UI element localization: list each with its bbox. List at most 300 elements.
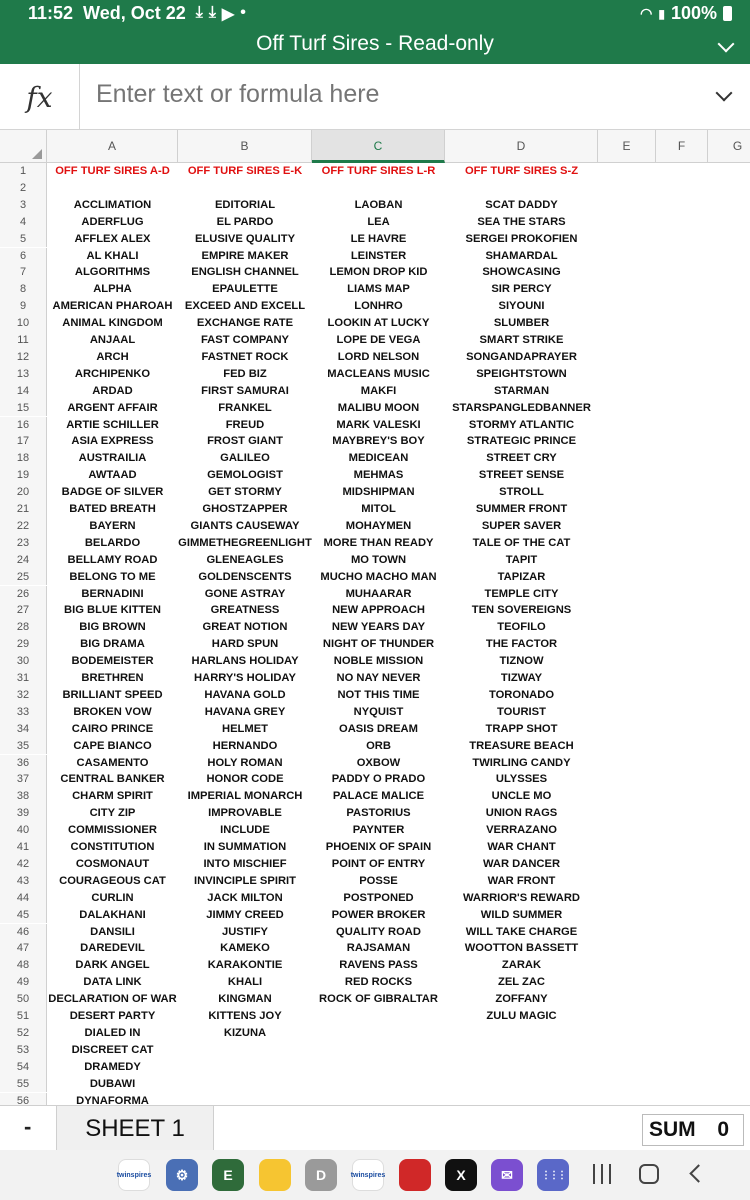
cell-a39[interactable]: CITY ZIP — [89, 807, 136, 820]
row-header[interactable]: 1 — [0, 163, 47, 180]
cell-b2[interactable] — [178, 180, 312, 197]
cell-a28[interactable]: BIG BROWN — [79, 621, 146, 634]
cell-c18[interactable]: MEDICEAN — [348, 452, 409, 465]
d-chrome-app-icon[interactable]: D — [305, 1159, 337, 1191]
cell-d48[interactable]: ZARAK — [501, 959, 542, 972]
cell-c2[interactable] — [312, 180, 445, 197]
cell-b54[interactable] — [178, 1059, 312, 1076]
cell-b36[interactable]: HOLY ROMAN — [207, 756, 283, 769]
cell-c51[interactable] — [312, 1008, 445, 1025]
row-header[interactable]: 9 — [0, 298, 47, 315]
cell-b45[interactable]: JIMMY CREED — [206, 908, 284, 921]
cell-a22[interactable]: BAYERN — [89, 519, 136, 532]
row-header[interactable]: 51 — [0, 1008, 47, 1025]
cell-d55[interactable] — [445, 1076, 598, 1093]
row-header[interactable]: 25 — [0, 569, 47, 586]
cell-d4[interactable]: SEA THE STARS — [477, 215, 566, 228]
twinspires-app-icon[interactable]: twinspires — [118, 1159, 150, 1191]
row-header[interactable]: 17 — [0, 433, 47, 450]
row-header[interactable]: 12 — [0, 349, 47, 366]
cell-a29[interactable]: BIG DRAMA — [80, 638, 145, 651]
cell-c53[interactable] — [312, 1042, 445, 1059]
cell-b55[interactable] — [178, 1076, 312, 1093]
cell-d45[interactable]: WILD SUMMER — [480, 908, 563, 921]
cell-a32[interactable]: BRILLIANT SPEED — [62, 688, 163, 701]
cell-c56[interactable] — [312, 1093, 445, 1106]
cell-c52[interactable] — [312, 1025, 445, 1042]
row-header[interactable]: 36 — [0, 755, 47, 772]
column-header-f[interactable]: F — [656, 130, 708, 163]
cell-d17[interactable]: STRATEGIC PRINCE — [466, 435, 577, 448]
row-header[interactable]: 10 — [0, 315, 47, 332]
cell-a8[interactable]: ALPHA — [93, 283, 132, 296]
cell-d21[interactable]: SUMMER FRONT — [475, 503, 568, 515]
cell-b50[interactable]: KINGMAN — [218, 993, 272, 1006]
cell-a41[interactable]: CONSTITUTION — [70, 841, 155, 853]
cell-c21[interactable]: MITOL — [361, 503, 396, 515]
row-header[interactable]: 13 — [0, 366, 47, 383]
cell-c9[interactable]: LONHRO — [354, 300, 403, 313]
cell-d5[interactable]: SERGEI PROKOFIEN — [465, 232, 578, 245]
row-header[interactable]: 15 — [0, 400, 47, 417]
row-header[interactable]: 4 — [0, 214, 47, 231]
cell-a11[interactable]: ANJAAL — [89, 334, 136, 346]
cell-a31[interactable]: BRETHREN — [81, 672, 144, 684]
cell-d9[interactable]: SIYOUNI — [498, 300, 545, 313]
column-header-b[interactable]: B — [178, 130, 312, 163]
cell-d7[interactable]: SHOWCASING — [482, 266, 561, 279]
home-icon[interactable] — [639, 1164, 659, 1184]
cell-b25[interactable]: GOLDENSCENTS — [198, 570, 292, 583]
cell-b10[interactable]: EXCHANGE RATE — [196, 317, 294, 330]
cell-b56[interactable] — [178, 1093, 312, 1106]
row-header[interactable]: 23 — [0, 535, 47, 552]
cell-d11[interactable]: SMART STRIKE — [479, 334, 564, 346]
row-header[interactable]: 44 — [0, 890, 47, 907]
select-all-corner[interactable] — [0, 130, 47, 163]
cell-a38[interactable]: CHARM SPIRIT — [72, 790, 153, 803]
cell-d20[interactable]: STROLL — [499, 486, 544, 499]
settings-app-icon[interactable]: ⚙ — [166, 1159, 198, 1191]
row-header[interactable]: 6 — [0, 248, 47, 265]
row-header[interactable]: 43 — [0, 873, 47, 890]
cell-b52[interactable]: KIZUNA — [223, 1026, 267, 1039]
cell-b33[interactable]: HAVANA GREY — [204, 705, 286, 718]
cell-a42[interactable]: COSMONAUT — [75, 857, 150, 870]
column-header-c[interactable]: C — [312, 130, 445, 163]
cell-b23[interactable]: GIMMETHEGREENLIGHT — [178, 536, 312, 549]
cell-b4[interactable]: EL PARDO — [216, 215, 274, 228]
cell-c22[interactable]: MOHAYMEN — [345, 519, 412, 532]
cell-d18[interactable]: STREET CRY — [486, 452, 557, 465]
cell-c1[interactable]: OFF TURF SIRES L-R — [321, 165, 436, 177]
row-header[interactable]: 56 — [0, 1093, 47, 1106]
cell-b32[interactable]: HAVANA GOLD — [204, 688, 286, 701]
x-app-icon[interactable]: X — [445, 1159, 477, 1191]
row-header[interactable]: 41 — [0, 839, 47, 856]
cell-b49[interactable]: KHALI — [227, 976, 263, 989]
cell-d40[interactable]: VERRAZANO — [486, 824, 557, 837]
row-header[interactable]: 14 — [0, 383, 47, 400]
cell-d56[interactable] — [445, 1093, 598, 1106]
cell-b47[interactable]: KAMEKO — [220, 942, 270, 955]
cell-b24[interactable]: GLENEAGLES — [206, 553, 284, 566]
cell-b17[interactable]: FROST GIANT — [207, 435, 283, 448]
cell-a9[interactable]: AMERICAN PHAROAH — [52, 300, 173, 313]
row-header[interactable]: 40 — [0, 822, 47, 839]
cell-c30[interactable]: NOBLE MISSION — [333, 655, 424, 668]
cell-b8[interactable]: EPAULETTE — [212, 283, 278, 296]
cell-d8[interactable]: SIR PERCY — [491, 283, 552, 296]
row-header[interactable]: 7 — [0, 264, 47, 281]
cell-b29[interactable]: HARD SPUN — [211, 638, 279, 651]
cell-d14[interactable]: STARMAN — [493, 384, 550, 397]
row-header[interactable]: 42 — [0, 856, 47, 873]
row-header[interactable]: 11 — [0, 332, 47, 349]
cell-a6[interactable]: AL KHALI — [86, 249, 139, 262]
cell-d50[interactable]: ZOFFANY — [495, 993, 548, 1006]
cell-a16[interactable]: ARTIE SCHILLER — [66, 418, 159, 431]
cell-c31[interactable]: NO NAY NEVER — [336, 672, 421, 684]
column-header-e[interactable]: E — [598, 130, 656, 163]
cell-c35[interactable]: ORB — [366, 739, 391, 752]
row-header[interactable]: 38 — [0, 788, 47, 805]
cell-b37[interactable]: HONOR CODE — [206, 773, 284, 786]
cell-c26[interactable]: MUHAARAR — [345, 587, 412, 600]
chevron-down-icon[interactable] — [716, 85, 733, 102]
cell-c36[interactable]: OXBOW — [356, 756, 401, 769]
cell-d23[interactable]: TALE OF THE CAT — [472, 536, 571, 549]
cell-d3[interactable]: SCAT DADDY — [485, 198, 558, 211]
cell-c39[interactable]: PASTORIUS — [346, 807, 411, 820]
cell-c20[interactable]: MIDSHIPMAN — [342, 486, 415, 499]
cell-a55[interactable]: DUBAWI — [89, 1077, 136, 1090]
cell-d22[interactable]: SUPER SAVER — [481, 519, 562, 532]
cell-b44[interactable]: JACK MILTON — [207, 891, 283, 904]
cell-a52[interactable]: DIALED IN — [84, 1026, 141, 1039]
cell-b53[interactable] — [178, 1042, 312, 1059]
cell-a12[interactable]: ARCH — [96, 350, 129, 363]
cell-b5[interactable]: ELUSIVE QUALITY — [194, 232, 296, 245]
cell-d35[interactable]: TREASURE BEACH — [469, 739, 574, 752]
cell-c5[interactable]: LE HAVRE — [350, 232, 407, 245]
cell-b51[interactable]: KITTENS JOY — [208, 1010, 282, 1022]
cell-b20[interactable]: GET STORMY — [208, 486, 282, 499]
cell-d13[interactable]: SPEIGHTSTOWN — [476, 367, 567, 380]
row-header[interactable]: 24 — [0, 552, 47, 569]
row-header[interactable]: 37 — [0, 771, 47, 788]
cell-b34[interactable]: HELMET — [222, 722, 268, 735]
email-app-icon[interactable]: ✉ — [491, 1159, 523, 1191]
cell-d16[interactable]: STORMY ATLANTIC — [468, 418, 575, 431]
cell-d54[interactable] — [445, 1059, 598, 1076]
cell-a35[interactable]: CAPE BIANCO — [73, 739, 152, 752]
row-header[interactable]: 53 — [0, 1042, 47, 1059]
cell-d51[interactable]: ZULU MAGIC — [486, 1010, 557, 1022]
row-header[interactable]: 19 — [0, 467, 47, 484]
cell-c11[interactable]: LOPE DE VEGA — [336, 334, 421, 346]
cell-d38[interactable]: UNCLE MO — [491, 790, 552, 803]
sheet-tab[interactable]: SHEET 1 — [56, 1106, 214, 1151]
cell-c40[interactable]: PAYNTER — [352, 824, 405, 837]
cell-b22[interactable]: GIANTS CAUSEWAY — [190, 519, 300, 532]
row-header[interactable]: 50 — [0, 991, 47, 1008]
row-header[interactable]: 16 — [0, 417, 47, 434]
cell-a53[interactable]: DISCREET CAT — [71, 1043, 154, 1056]
cell-c14[interactable]: MAKFI — [360, 384, 397, 397]
cell-a47[interactable]: DAREDEVIL — [80, 942, 145, 955]
cell-b21[interactable]: GHOSTZAPPER — [202, 503, 288, 515]
row-header[interactable]: 55 — [0, 1076, 47, 1093]
cell-a14[interactable]: ARDAD — [92, 384, 133, 397]
cell-b16[interactable]: FREUD — [225, 418, 265, 431]
cell-a20[interactable]: BADGE OF SILVER — [61, 486, 164, 499]
cell-d43[interactable]: WAR FRONT — [487, 874, 556, 887]
cell-c16[interactable]: MARK VALESKI — [336, 418, 421, 431]
cell-d44[interactable]: WARRIOR'S REWARD — [462, 891, 581, 904]
cell-b7[interactable]: ENGLISH CHANNEL — [191, 266, 299, 279]
cell-b9[interactable]: EXCEED AND EXCELL — [184, 300, 306, 313]
cell-a24[interactable]: BELLAMY ROAD — [67, 553, 158, 566]
cell-b38[interactable]: IMPERIAL MONARCH — [187, 790, 303, 803]
cell-c47[interactable]: RAJSAMAN — [346, 942, 411, 955]
cell-b26[interactable]: GONE ASTRAY — [204, 587, 286, 600]
cell-d47[interactable]: WOOTTON BASSETT — [464, 942, 579, 955]
row-header[interactable]: 32 — [0, 687, 47, 704]
cell-a13[interactable]: ARCHIPENKO — [74, 367, 151, 380]
cell-d41[interactable]: WAR CHANT — [487, 841, 556, 853]
cell-d39[interactable]: UNION RAGS — [485, 807, 558, 820]
cell-c55[interactable] — [312, 1076, 445, 1093]
cell-b19[interactable]: GEMOLOGIST — [207, 469, 283, 482]
cell-a36[interactable]: CASAMENTO — [76, 756, 149, 769]
cell-b31[interactable]: HARRY'S HOLIDAY — [194, 672, 296, 684]
cell-a10[interactable]: ANIMAL KINGDOM — [62, 317, 163, 330]
cell-a23[interactable]: BELARDO — [84, 536, 141, 549]
row-header[interactable]: 47 — [0, 940, 47, 957]
fx-icon[interactable]: fx — [0, 64, 80, 130]
cell-d46[interactable]: WILL TAKE CHARGE — [465, 925, 578, 938]
cell-a48[interactable]: DARK ANGEL — [75, 959, 150, 972]
cell-c54[interactable] — [312, 1059, 445, 1076]
cell-c12[interactable]: LORD NELSON — [337, 350, 420, 363]
cell-a3[interactable]: ACCLIMATION — [73, 198, 152, 211]
row-header[interactable]: 5 — [0, 231, 47, 248]
cell-b15[interactable]: FRANKEL — [218, 401, 272, 414]
cell-d33[interactable]: TOURIST — [497, 705, 546, 718]
cell-a56[interactable]: DYNAFORMA — [76, 1094, 149, 1105]
cell-a7[interactable]: ALGORITHMS — [74, 266, 151, 279]
cell-d26[interactable]: TEMPLE CITY — [484, 587, 559, 600]
cell-a40[interactable]: COMMISSIONER — [68, 824, 157, 837]
cell-c41[interactable]: PHOENIX OF SPAIN — [325, 841, 432, 853]
cell-b42[interactable]: INTO MISCHIEF — [203, 857, 287, 870]
sum-box[interactable] — [642, 1114, 744, 1146]
cell-d32[interactable]: TORONADO — [488, 688, 555, 701]
cell-d52[interactable] — [445, 1025, 598, 1042]
row-header[interactable]: 20 — [0, 484, 47, 501]
row-header[interactable]: 21 — [0, 501, 47, 518]
column-header-g[interactable]: G — [708, 130, 750, 163]
cell-c32[interactable]: NOT THIS TIME — [337, 688, 420, 701]
cell-b3[interactable]: EDITORIAL — [214, 198, 276, 211]
cell-c50[interactable]: ROCK OF GIBRALTAR — [319, 993, 438, 1006]
cell-a30[interactable]: BODEMEISTER — [71, 655, 154, 668]
cell-b27[interactable]: GREATNESS — [210, 604, 280, 617]
cell-d30[interactable]: TIZNOW — [499, 655, 544, 668]
formula-input[interactable] — [96, 80, 676, 109]
cell-b6[interactable]: EMPIRE MAKER — [201, 249, 289, 262]
cell-c19[interactable]: MEHMAS — [353, 469, 404, 482]
cell-a44[interactable]: CURLIN — [91, 891, 134, 904]
cell-d24[interactable]: TAPIT — [505, 553, 538, 566]
cell-a17[interactable]: ASIA EXPRESS — [71, 435, 154, 448]
cell-c34[interactable]: OASIS DREAM — [339, 722, 418, 735]
cell-grid[interactable] — [0, 163, 750, 1105]
row-header[interactable]: 39 — [0, 805, 47, 822]
cell-a46[interactable]: DANSILI — [90, 925, 135, 938]
cell-a50[interactable]: DECLARATION OF WAR — [48, 993, 177, 1006]
cell-a54[interactable]: DRAMEDY — [84, 1060, 141, 1073]
cell-a26[interactable]: BERNADINI — [81, 587, 144, 600]
cell-d28[interactable]: TEOFILO — [497, 621, 546, 634]
cell-c48[interactable]: RAVENS PASS — [339, 959, 418, 972]
twinspires-chrome-app-icon[interactable]: twinspires — [352, 1159, 384, 1191]
row-header[interactable]: 29 — [0, 636, 47, 653]
cell-a37[interactable]: CENTRAL BANKER — [60, 773, 165, 786]
back-icon[interactable] — [689, 1164, 707, 1182]
cell-a25[interactable]: BELONG TO ME — [69, 570, 156, 583]
cell-d36[interactable]: TWIRLING CANDY — [472, 756, 571, 769]
cell-c4[interactable]: LEA — [367, 215, 390, 228]
e-app-icon[interactable]: E — [212, 1159, 244, 1191]
cell-a34[interactable]: CAIRO PRINCE — [71, 722, 154, 735]
column-header-a[interactable]: A — [47, 130, 178, 163]
cell-a43[interactable]: COURAGEOUS CAT — [59, 874, 166, 887]
row-header[interactable]: 35 — [0, 738, 47, 755]
cell-c27[interactable]: NEW APPROACH — [332, 604, 425, 617]
cell-d37[interactable]: ULYSSES — [495, 773, 548, 786]
cell-c15[interactable]: MALIBU MOON — [337, 401, 420, 414]
cell-b48[interactable]: KARAKONTIE — [207, 959, 283, 972]
cell-a19[interactable]: AWTAAD — [88, 469, 137, 482]
row-header[interactable]: 48 — [0, 957, 47, 974]
cell-d15[interactable]: STARSPANGLEDBANNER — [452, 401, 591, 414]
cell-d2[interactable] — [445, 180, 598, 197]
row-header[interactable]: 8 — [0, 281, 47, 298]
cell-b30[interactable]: HARLANS HOLIDAY — [191, 655, 299, 668]
cell-b43[interactable]: INVINCIPLE SPIRIT — [194, 874, 296, 887]
row-header[interactable]: 33 — [0, 704, 47, 721]
row-header[interactable]: 27 — [0, 602, 47, 619]
cell-a49[interactable]: DATA LINK — [83, 976, 142, 989]
cell-d53[interactable] — [445, 1042, 598, 1059]
row-header[interactable]: 52 — [0, 1025, 47, 1042]
cell-c10[interactable]: LOOKIN AT LUCKY — [327, 317, 430, 330]
cell-d31[interactable]: TIZWAY — [500, 672, 543, 684]
cell-c44[interactable]: POSTPONED — [343, 891, 414, 904]
cell-c3[interactable]: LAOBAN — [354, 198, 403, 211]
row-header[interactable]: 28 — [0, 619, 47, 636]
cell-c25[interactable]: MUCHO MACHO MAN — [320, 570, 437, 583]
red-app-icon[interactable] — [399, 1159, 431, 1191]
cell-c33[interactable]: NYQUIST — [353, 705, 404, 718]
cell-a33[interactable]: BROKEN VOW — [73, 705, 152, 718]
cell-a2[interactable] — [47, 180, 178, 197]
cell-d49[interactable]: ZEL ZAC — [497, 976, 546, 989]
cell-c6[interactable]: LEINSTER — [350, 249, 407, 262]
row-header[interactable]: 18 — [0, 450, 47, 467]
cell-b28[interactable]: GREAT NOTION — [202, 621, 288, 634]
cell-a18[interactable]: AUSTRAILIA — [78, 452, 147, 465]
row-header[interactable]: 30 — [0, 653, 47, 670]
sheet-menu-button[interactable]: - — [24, 1114, 32, 1139]
cell-b46[interactable]: JUSTIFY — [221, 925, 268, 938]
row-header[interactable]: 34 — [0, 721, 47, 738]
cell-b41[interactable]: IN SUMMATION — [203, 841, 287, 853]
row-header[interactable]: 31 — [0, 670, 47, 687]
cell-d42[interactable]: WAR DANCER — [482, 857, 561, 870]
cell-c43[interactable]: POSSE — [359, 874, 398, 887]
recent-apps-icon[interactable] — [593, 1164, 611, 1184]
cell-d1[interactable]: OFF TURF SIRES S-Z — [464, 165, 579, 177]
cell-b13[interactable]: FED BIZ — [223, 367, 267, 380]
cell-c8[interactable]: LIAMS MAP — [347, 283, 410, 296]
cell-b39[interactable]: IMPROVABLE — [208, 807, 282, 820]
row-header[interactable]: 49 — [0, 974, 47, 991]
cell-c28[interactable]: NEW YEARS DAY — [331, 621, 426, 634]
row-header[interactable]: 3 — [0, 197, 47, 214]
cell-c49[interactable]: RED ROCKS — [344, 976, 413, 989]
cell-c37[interactable]: PADDY O PRADO — [331, 773, 426, 786]
cell-a4[interactable]: ADERFLUG — [81, 215, 144, 228]
cell-a51[interactable]: DESERT PARTY — [69, 1010, 156, 1022]
cell-c29[interactable]: NIGHT OF THUNDER — [322, 638, 435, 651]
cell-c13[interactable]: MACLEANS MUSIC — [327, 367, 430, 380]
cell-c38[interactable]: PALACE MALICE — [332, 790, 425, 803]
cell-c42[interactable]: POINT OF ENTRY — [331, 857, 426, 870]
cell-d29[interactable]: THE FACTOR — [485, 638, 558, 651]
cell-d10[interactable]: SLUMBER — [493, 317, 550, 330]
row-header[interactable]: 45 — [0, 907, 47, 924]
cell-c24[interactable]: MO TOWN — [350, 553, 407, 566]
cell-a27[interactable]: BIG BLUE KITTEN — [64, 604, 161, 617]
cell-d6[interactable]: SHAMARDAL — [485, 249, 558, 262]
cell-c46[interactable]: QUALITY ROAD — [336, 925, 421, 938]
row-header[interactable]: 22 — [0, 518, 47, 535]
cell-c23[interactable]: MORE THAN READY — [323, 536, 434, 549]
cell-b40[interactable]: INCLUDE — [220, 824, 270, 837]
cell-d12[interactable]: SONGANDAPRAYER — [466, 350, 577, 363]
cell-a5[interactable]: AFFLEX ALEX — [74, 232, 151, 245]
cell-a15[interactable]: ARGENT AFFAIR — [67, 401, 158, 414]
cell-b14[interactable]: FIRST SAMURAI — [201, 384, 289, 397]
cell-a21[interactable]: BATED BREATH — [69, 503, 156, 515]
row-header[interactable]: 26 — [0, 586, 47, 603]
cell-b11[interactable]: FAST COMPANY — [200, 334, 290, 346]
cell-b12[interactable]: FASTNET ROCK — [201, 350, 289, 363]
cell-d27[interactable]: TEN SOVEREIGNS — [471, 604, 572, 617]
cell-a45[interactable]: DALAKHANI — [79, 908, 146, 921]
cell-b18[interactable]: GALILEO — [220, 452, 270, 465]
row-header[interactable]: 46 — [0, 924, 47, 941]
cell-d34[interactable]: TRAPP SHOT — [485, 722, 558, 735]
cell-c45[interactable]: POWER BROKER — [331, 908, 426, 921]
row-header[interactable]: 54 — [0, 1059, 47, 1076]
cell-b35[interactable]: HERNANDO — [212, 739, 278, 752]
cell-a1[interactable]: OFF TURF SIRES A-D — [55, 165, 170, 177]
app-drawer-icon[interactable]: ⋮⋮⋮ — [537, 1159, 569, 1191]
